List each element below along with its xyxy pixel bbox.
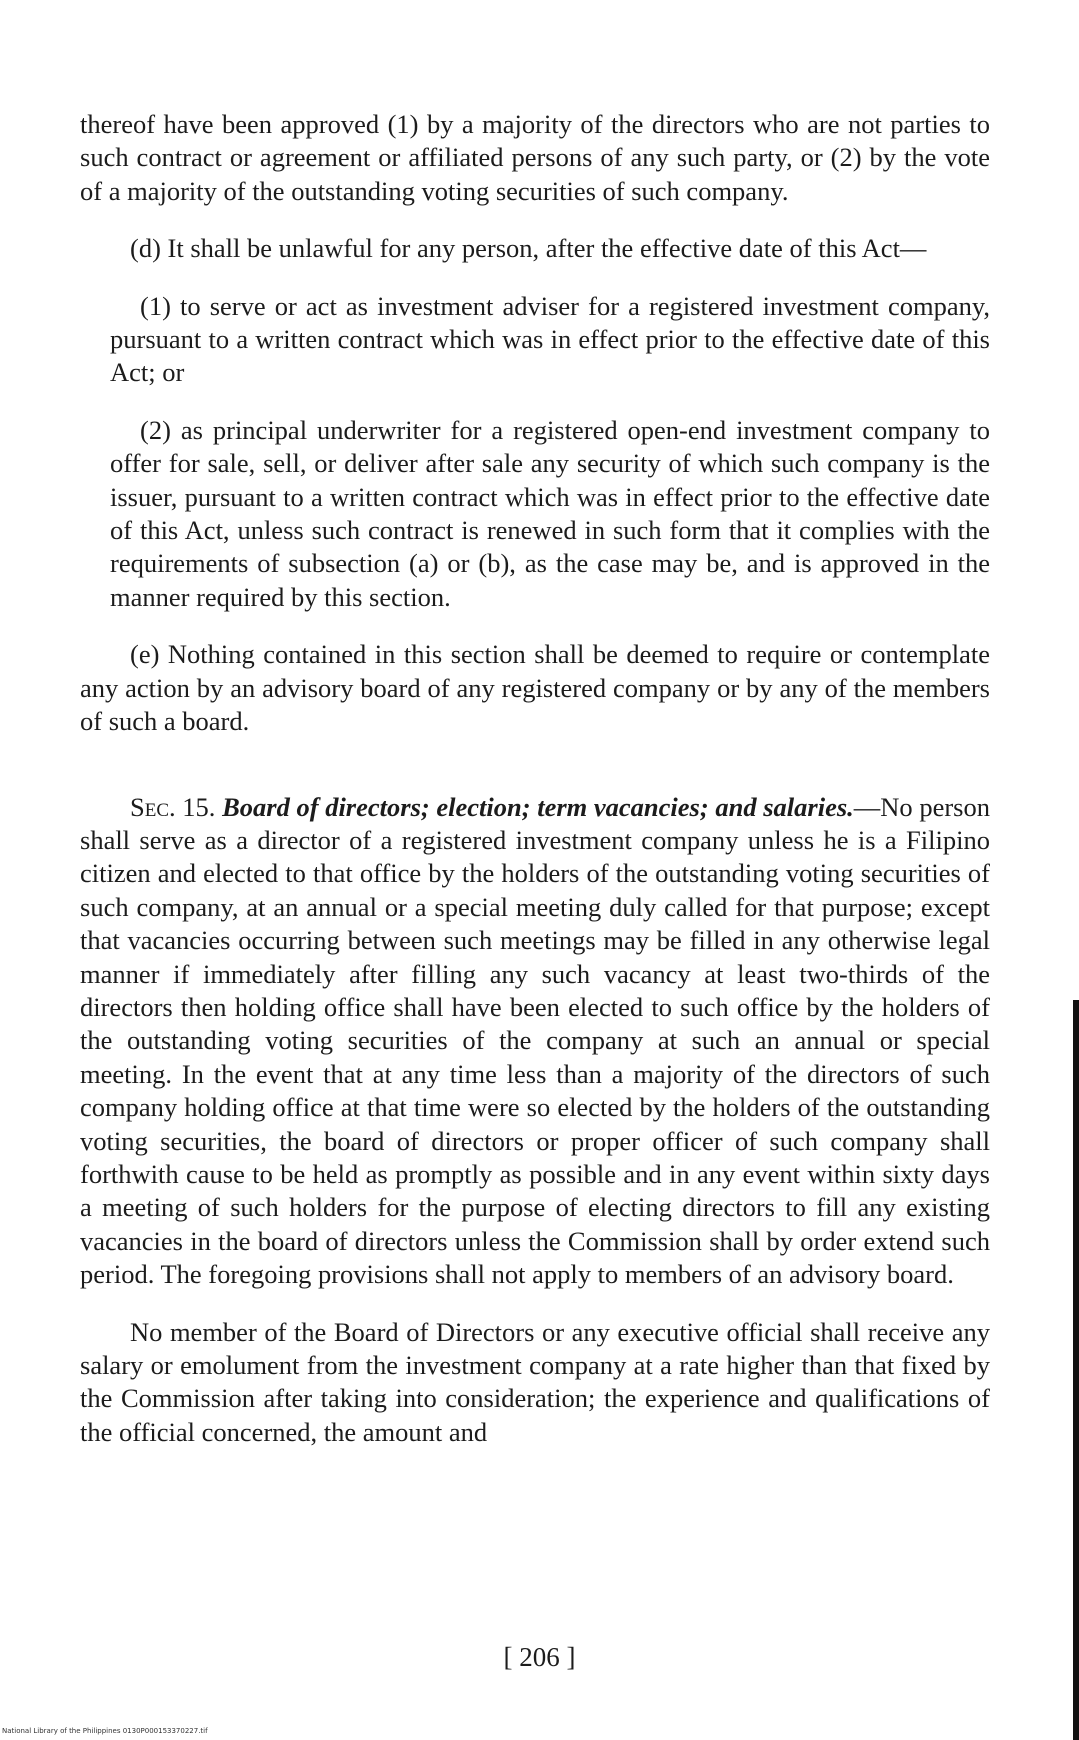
paragraph-continuation: thereof have been approved (1) by a majority of the directors who are not parties to such contract or agreement or affiliated persons of any such party, or (2) by the vote of a majority of the outstanding voting securities of such company. (80, 109, 990, 206)
page-number: [ 206 ] (503, 1642, 576, 1672)
section-title: Board of directors; election; term vacancies; and salaries. (222, 791, 854, 822)
paragraph-subsection-d: (d) It shall be unlawful for any person, after the effective date of this Act— (130, 233, 927, 264)
paragraph-salary: No member of the Board of Directors or any executive official shall receive any salary or emolument from the investment company at a rate higher than that fixed by the Commission after taking into consideration; the experience and qualifications of the official concerned, the amount and (80, 1316, 990, 1447)
paragraph-section-15 (80, 791, 990, 1292)
paragraph-clause-1: (1) to serve or act as investment adviser for a registered investment company, pursuant to a written contract which was in effect prior to the effective date of this Act; or (110, 290, 990, 388)
archive-stamp: National Library of the Philippines 0130P000153370227.tif (2, 1727, 208, 1735)
scan-edge-shadow (1073, 1000, 1079, 1740)
section-label: Sec. 15. (130, 791, 216, 822)
section-body: —No person shall serve as a director of a registered investment company unless he is a Filipino citizen and elected to that office by the holders of the outstanding voting securities of such company, at an annual or a special meeting duly called for that purpose; except that vacancies occurring between such meetings may be filled in any otherwise legal manner if immediately after filling any such vacancy at least two-thirds of the directors then holding office shall have been elected to such office by the holders of the outstanding voting securities of the company at such an annual or special meeting. In the event that at any time less than a majority of the directors of such company holding office at that time were so elected by the holders of the outstanding voting securities, the board of directors or proper officer of such company shall forthwith cause to be held as promptly as possible and in any event within sixty days a meeting of such holders for the purpose of electing directors to fill any existing vacancies in the board of directors unless the Commission shall by order extend such period. The foregoing provisions shall not apply to members of an advisory board. (80, 791, 990, 1290)
paragraph-clause-2: (2) as principal underwriter for a registered open-end investment company to offer for sale, sell, or deliver after sale any security of which such company is the issuer, pursuant to a written contract which was in effect prior to the effective date of this Act, unless such contract is renewed in such form that it complies with the requirements of subsection (a) or (b), as the case may be, and is approved in the manner required by this section. (110, 414, 990, 612)
paragraph-subsection-e: (e) Nothing contained in this section shall be deemed to require or contemplate any action by an advisory board of any registered company or by any of the members of such a board. (80, 639, 990, 737)
document-page (80, 108, 990, 1668)
